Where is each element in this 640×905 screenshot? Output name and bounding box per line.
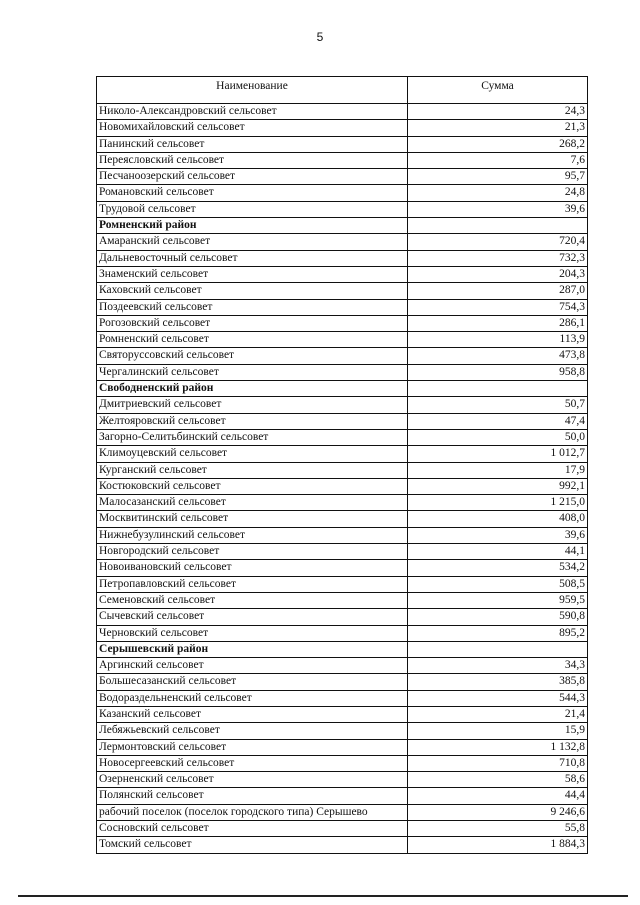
row-name: Лебяжьевский сельсовет	[97, 723, 408, 739]
row-value: 47,4	[408, 413, 588, 429]
table-row	[97, 136, 588, 152]
row-value: 710,8	[408, 755, 588, 771]
row-name: рабочий поселок (поселок городского типа) Серышево	[97, 804, 408, 820]
row-value: 55,8	[408, 821, 588, 837]
row-name: Водораздельненский сельсовет	[97, 690, 408, 706]
row-value: 24,8	[408, 185, 588, 201]
row-value: 9 246,6	[408, 804, 588, 820]
row-name: Рогозовский сельсовет	[97, 315, 408, 331]
table-row	[97, 446, 588, 462]
row-name: Песчаноозерский сельсовет	[97, 169, 408, 185]
row-value: 204,3	[408, 266, 588, 282]
table-row	[97, 511, 588, 527]
table-row	[97, 592, 588, 608]
table-row	[97, 413, 588, 429]
row-value: 50,0	[408, 429, 588, 445]
row-name: Новгородский сельсовет	[97, 544, 408, 560]
row-value: 17,9	[408, 462, 588, 478]
row-name: Новомихайловский сельсовет	[97, 120, 408, 136]
row-value: 39,6	[408, 201, 588, 217]
table-row	[97, 544, 588, 560]
table-row	[97, 527, 588, 543]
row-value	[408, 218, 588, 234]
table-row	[97, 690, 588, 706]
row-value: 44,1	[408, 544, 588, 560]
table-row	[97, 658, 588, 674]
table-row	[97, 397, 588, 413]
row-name: Каховский сельсовет	[97, 283, 408, 299]
row-value: 44,4	[408, 788, 588, 804]
table-row	[97, 495, 588, 511]
row-name: Переясловский сельсовет	[97, 152, 408, 168]
row-value: 21,4	[408, 706, 588, 722]
header-sum: Сумма	[408, 77, 588, 104]
table-row	[97, 755, 588, 771]
table-row	[97, 478, 588, 494]
row-name: Поздеевский сельсовет	[97, 299, 408, 315]
row-value	[408, 641, 588, 657]
row-name: Романовский сельсовет	[97, 185, 408, 201]
header-name: Наименование	[97, 77, 408, 104]
row-name: Трудовой сельсовет	[97, 201, 408, 217]
table-row	[97, 674, 588, 690]
row-name: Петропавловский сельсовет	[97, 576, 408, 592]
row-value: 15,9	[408, 723, 588, 739]
table-row	[97, 788, 588, 804]
row-name: Озерненский сельсовет	[97, 772, 408, 788]
row-value: 590,8	[408, 609, 588, 625]
budget-table	[96, 76, 588, 854]
row-name: Святоруссовский сельсовет	[97, 348, 408, 364]
row-value: 1 012,7	[408, 446, 588, 462]
table-row	[97, 185, 588, 201]
table-row	[97, 429, 588, 445]
row-name: Желтояровский сельсовет	[97, 413, 408, 429]
row-value: 1 884,3	[408, 837, 588, 853]
row-value: 268,2	[408, 136, 588, 152]
row-value: 959,5	[408, 592, 588, 608]
table-row	[97, 169, 588, 185]
table-row	[97, 739, 588, 755]
row-name: Ромненский сельсовет	[97, 332, 408, 348]
row-value: 534,2	[408, 560, 588, 576]
row-name: Костюковский сельсовет	[97, 478, 408, 494]
row-value: 21,3	[408, 120, 588, 136]
table-header-row	[97, 77, 588, 104]
row-value: 508,5	[408, 576, 588, 592]
table-row	[97, 462, 588, 478]
row-name: Сосновский сельсовет	[97, 821, 408, 837]
page-number: 5	[316, 30, 324, 44]
table-row	[97, 104, 588, 120]
row-name: Знаменский сельсовет	[97, 266, 408, 282]
row-value: 473,8	[408, 348, 588, 364]
row-name: Новоивановский сельсовет	[97, 560, 408, 576]
row-name: Климоуцевский сельсовет	[97, 446, 408, 462]
table-row	[97, 560, 588, 576]
row-value: 1 215,0	[408, 495, 588, 511]
row-name: Полянский сельсовет	[97, 788, 408, 804]
row-value	[408, 381, 588, 397]
row-name: Серышевский район	[97, 641, 408, 657]
table-row	[97, 576, 588, 592]
table-row	[97, 234, 588, 250]
row-name: Сычевский сельсовет	[97, 609, 408, 625]
row-value: 1 132,8	[408, 739, 588, 755]
table-body	[97, 104, 588, 854]
table-row	[97, 706, 588, 722]
table-row	[97, 772, 588, 788]
row-name: Николо-Александровский сельсовет	[97, 104, 408, 120]
row-value: 287,0	[408, 283, 588, 299]
row-name: Новосергеевский сельсовет	[97, 755, 408, 771]
row-value: 39,6	[408, 527, 588, 543]
table-row	[97, 201, 588, 217]
row-name: Лермонтовский сельсовет	[97, 739, 408, 755]
table-row	[97, 152, 588, 168]
district-row	[97, 381, 588, 397]
row-name: Большесазанский сельсовет	[97, 674, 408, 690]
table-row	[97, 250, 588, 266]
row-name: Ромненский район	[97, 218, 408, 234]
row-name: Загорно-Селитьбинский сельсовет	[97, 429, 408, 445]
row-value: 113,9	[408, 332, 588, 348]
row-value: 544,3	[408, 690, 588, 706]
table-row	[97, 804, 588, 820]
table-row	[97, 821, 588, 837]
row-value: 385,8	[408, 674, 588, 690]
row-name: Дмитриевский сельсовет	[97, 397, 408, 413]
table-row	[97, 625, 588, 641]
row-value: 992,1	[408, 478, 588, 494]
row-name: Москвитинский сельсовет	[97, 511, 408, 527]
row-value: 24,3	[408, 104, 588, 120]
table-row	[97, 332, 588, 348]
row-value: 7,6	[408, 152, 588, 168]
table-row	[97, 364, 588, 380]
row-name: Малосазанский сельсовет	[97, 495, 408, 511]
row-value: 754,3	[408, 299, 588, 315]
row-value: 958,8	[408, 364, 588, 380]
table-row	[97, 266, 588, 282]
table-row	[97, 348, 588, 364]
row-value: 34,3	[408, 658, 588, 674]
district-row	[97, 641, 588, 657]
row-value: 95,7	[408, 169, 588, 185]
row-value: 58,6	[408, 772, 588, 788]
scan-edge-line	[18, 895, 628, 897]
row-value: 895,2	[408, 625, 588, 641]
row-name: Черновский сельсовет	[97, 625, 408, 641]
row-value: 286,1	[408, 315, 588, 331]
table-row	[97, 837, 588, 853]
table-row	[97, 120, 588, 136]
row-name: Чергалинский сельсовет	[97, 364, 408, 380]
row-name: Панинский сельсовет	[97, 136, 408, 152]
row-value: 408,0	[408, 511, 588, 527]
row-value: 720,4	[408, 234, 588, 250]
table-row	[97, 723, 588, 739]
row-name: Семеновский сельсовет	[97, 592, 408, 608]
table-row	[97, 315, 588, 331]
row-name: Томский сельсовет	[97, 837, 408, 853]
table-row	[97, 299, 588, 315]
row-name: Курганский сельсовет	[97, 462, 408, 478]
row-name: Казанский сельсовет	[97, 706, 408, 722]
row-name: Аргинский сельсовет	[97, 658, 408, 674]
row-value: 50,7	[408, 397, 588, 413]
row-name: Амаранский сельсовет	[97, 234, 408, 250]
row-name: Свободненский район	[97, 381, 408, 397]
table-row	[97, 283, 588, 299]
row-name: Дальневосточный сельсовет	[97, 250, 408, 266]
row-name: Нижнебузулинский сельсовет	[97, 527, 408, 543]
district-row	[97, 218, 588, 234]
row-value: 732,3	[408, 250, 588, 266]
table-row	[97, 609, 588, 625]
